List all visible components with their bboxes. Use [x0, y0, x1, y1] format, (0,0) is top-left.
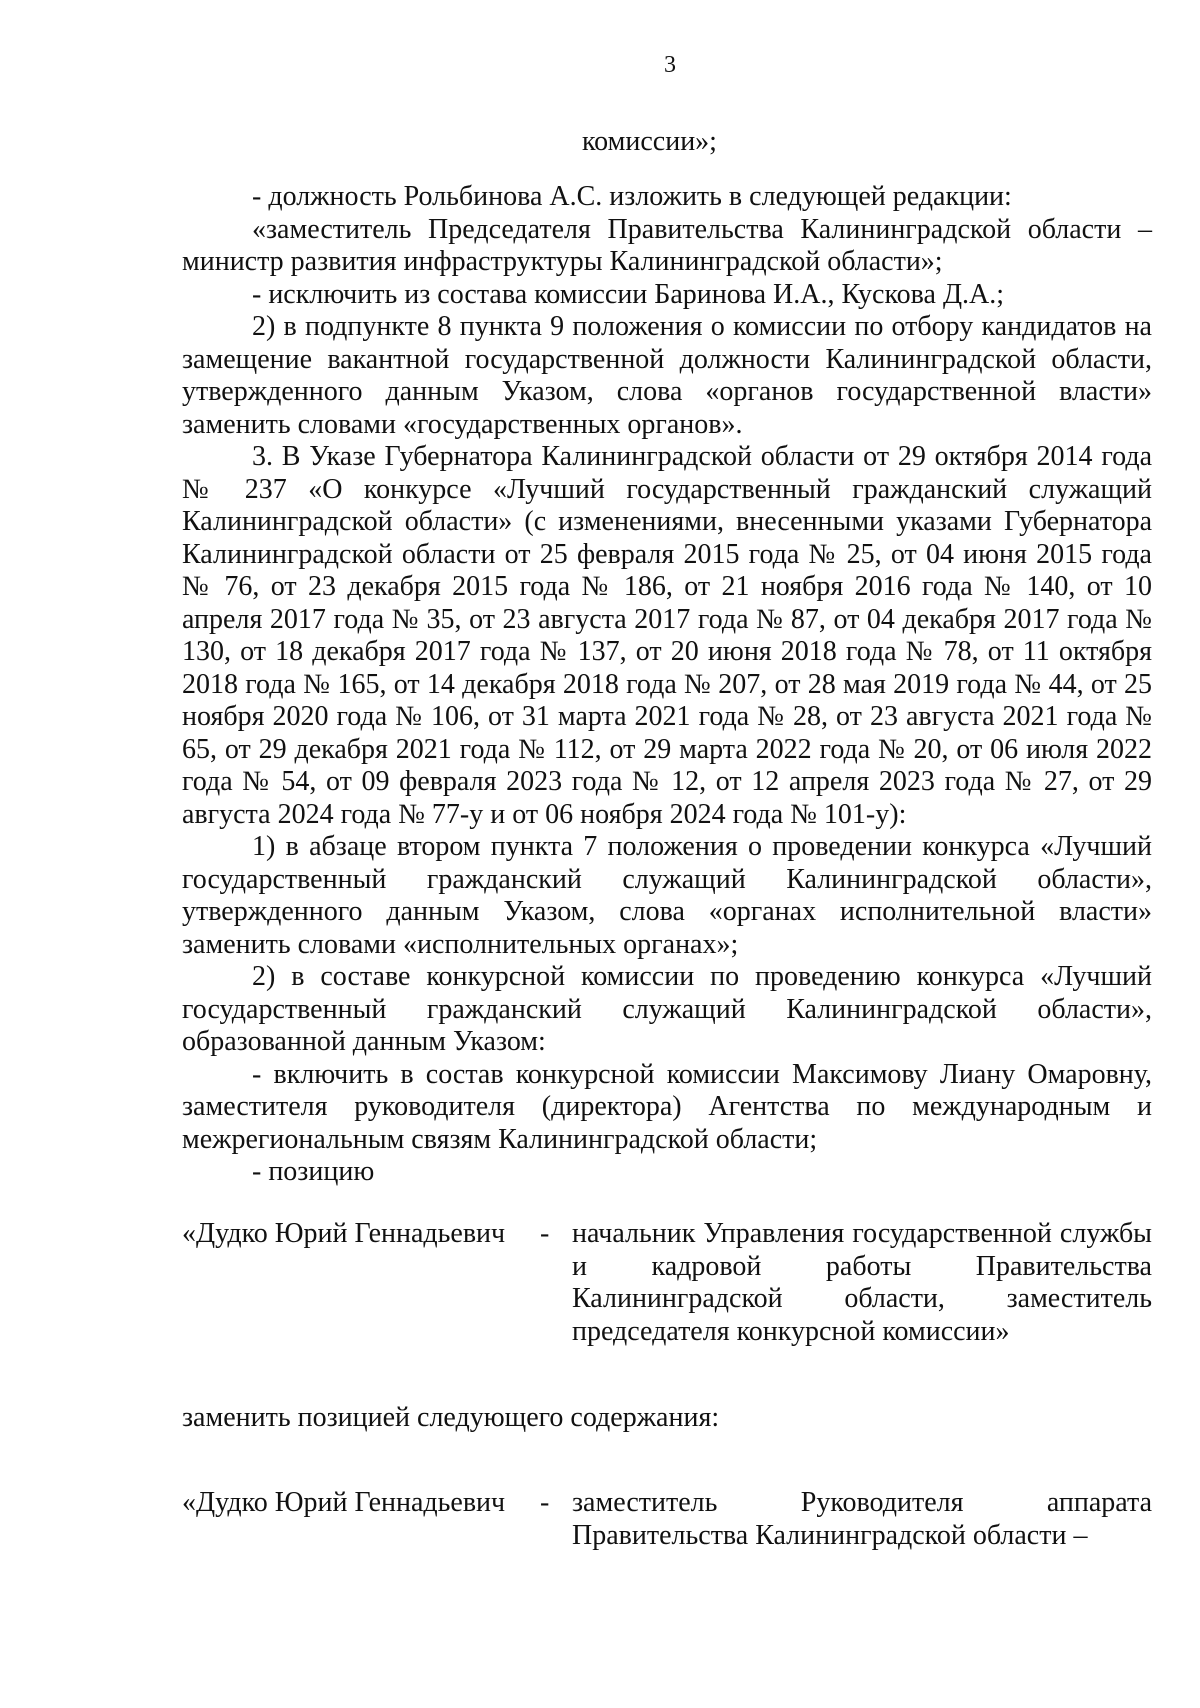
paragraph-exclude: - исключить из состава комиссии Баринова И.А., Кускова Д.А.;	[252, 278, 1005, 310]
paragraph-rolbinov-text: «заместитель Председателя Правительства Калининградской области – министр развития инфраструктуры Калининградской области»;	[182, 213, 1152, 277]
page-number: 3	[664, 52, 676, 78]
position-new-name: «Дудко Юрий Геннадьевич	[182, 1487, 506, 1518]
text-replace	[182, 1402, 1152, 1435]
position-old-dash: -	[540, 1218, 550, 1249]
text-top	[182, 126, 1152, 159]
paragraph-3-2: 2) в составе конкурсной комиссии по проведению конкурса «Лучший государственный гражданский служащий Калининградской области», образованной данным Указом:	[182, 961, 1152, 1057]
paragraph-2: 2) в подпункте 8 пункта 9 положения о комиссии по отбору кандидатов на замещение вакантной государственной должности Калининградской области, утвержденного данным Указом, слова «органов государственной власти» заменить словами «государственных органов».	[182, 311, 1152, 440]
paragraph-kommissii: комиссии»;	[582, 126, 717, 157]
paragraph-rolbinov-intro: - должность Рольбинова А.С. изложить в следующей редакции:	[252, 181, 1012, 212]
position-old-name: «Дудко Юрий Геннадьевич	[182, 1218, 506, 1249]
position-new	[182, 1487, 1152, 1567]
paragraph-3-1: 1) в абзаце втором пункта 7 положения о проведении конкурса «Лучший государственный гражданский служащий Калининградской области», утвержденного данным Указом, слова «органах исполнительной власти» заменить словами «исполнительных органах»;	[182, 831, 1152, 960]
position-new-dash: -	[540, 1487, 550, 1518]
paragraph-3: 3. В Указе Губернатора Калининградской области от 29 октября 2014 года № 237 «О конкурсе «Лучший государственный гражданский служащий Калининградской области» (с изменениями, внесенными указами Губернатора Калининградской области от 25 февраля 2015 года № 25, от 04 июня 2015 года № 76, от 23 декабря 2015 года № 186, от 21 ноября 2016 года № 140, от 10 апреля 2017 года № 35, от 23 августа 2017 года № 87, от 04 декабря 2017 года № 130, от 18 декабря 2017 года № 137, от 20 июня 2018 года № 78, от 11 октября 2018 года № 165, от 14 декабря 2018 года № 207, от 28 мая 2019 года № 44, от 25 ноября 2020 года № 106, от 31 марта 2021 года № 28, от 23 августа 2021 года № 65, от 29 декабря 2021 года № 112, от 29 марта 2022 года № 20, от 06 июля 2022 года № 54, от 09 февраля 2023 года № 12, от 12 апреля 2023 года № 27, от 29 августа 2024 года № 77-у и от 06 ноября 2024 года № 101-у):	[182, 441, 1152, 830]
position-new-role: заместитель Руководителя аппарата Правительства Калининградской области –	[572, 1487, 1152, 1551]
paragraph-replace: заменить позицией следующего содержания:	[182, 1402, 720, 1433]
position-old-role: начальник Управления государственной службы и кадровой работы Правительства Калининградской области, заместитель председателя конкурсной комиссии»	[572, 1218, 1152, 1347]
paragraph-include: - включить в состав конкурсной комиссии Максимову Лиану Омаровну, заместителя руководителя (директора) Агентства по международным и межрегиональным связям Калининградской области;	[182, 1058, 1152, 1155]
position-old	[182, 1218, 1152, 1358]
paragraph-position: - позицию	[252, 1156, 375, 1187]
text-main	[182, 181, 1152, 1189]
